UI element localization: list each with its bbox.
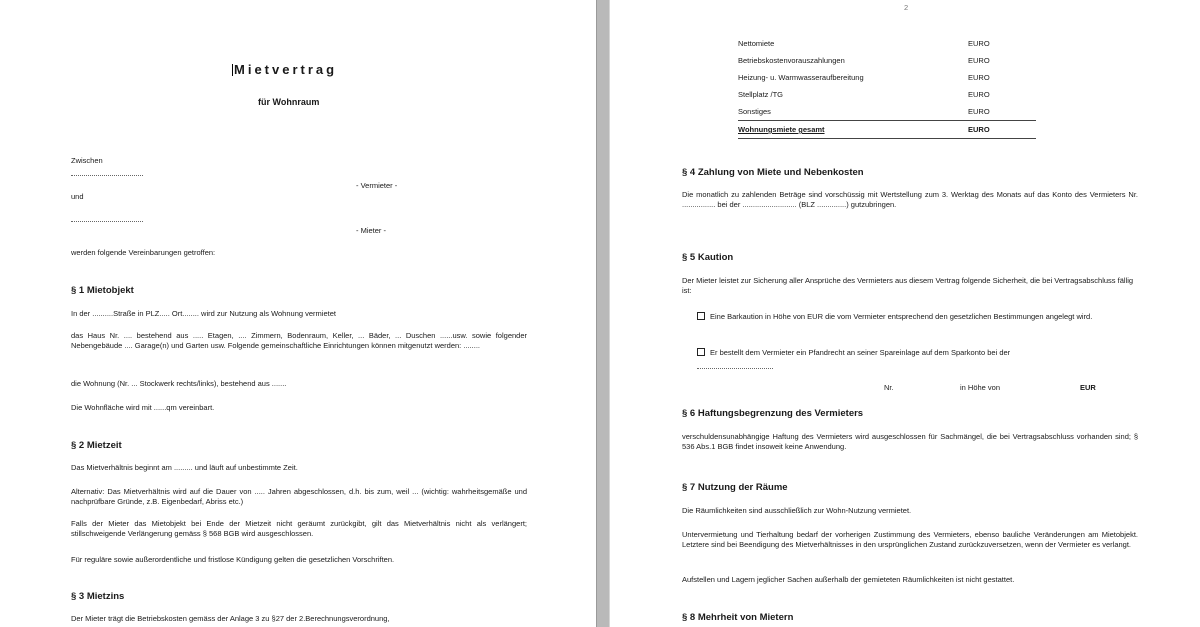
cost-label: Heizung- u. Warmwasseraufbereitung xyxy=(738,73,864,82)
section-2-heading: § 2 Mietzeit xyxy=(71,440,122,451)
page-gutter xyxy=(596,0,610,627)
cost-unit: EURO xyxy=(968,125,990,134)
section-6-heading: § 6 Haftungsbegrenzung des Vermieters xyxy=(682,408,864,419)
section-5-option-1-text: Eine Barkaution in Höhe von EUR die vom Vermieter entsprechend den gesetzlichen Bestimmungen angelegt wird. xyxy=(710,312,1093,321)
kaution-hoehe-label: in Höhe von xyxy=(960,383,1001,392)
cost-table xyxy=(738,35,1036,139)
section-2-paragraph-2: Alternativ: Das Mietverhältnis wird auf die Dauer von ..... Jahren abgeschlossen, d.h. bis zum, weil ... (wichtig: wahrheitsgemäße und nachprüfbare Gründe, z.B. Eigenbedarf, Abriss etc.) xyxy=(71,487,527,506)
document-page-2 xyxy=(610,0,1200,627)
section-7-heading: § 7 Nutzung der Räume xyxy=(682,482,788,493)
section-5-heading: § 5 Kaution xyxy=(682,252,734,263)
section-5-option-2 xyxy=(697,348,1137,358)
cost-label: Sonstiges xyxy=(738,107,771,116)
cost-row xyxy=(738,86,1036,103)
section-1-paragraph-2: das Haus Nr. .... bestehend aus ..... Etagen, .... Zimmern, Bodenraum, Keller, ... Bäder, ... Duschen ......usw. sowie folgender Nebengebäude .... Garage(n) und Garten usw. Folgende gemeinschaftliche Einrichtungen können mitgenutzt werden: ........ xyxy=(71,331,527,350)
section-1-paragraph-1: In der ..........Straße in PLZ..... Ort........ wird zur Nutzung als Wohnung vermietet xyxy=(71,309,336,318)
document-subtitle: für Wohnraum xyxy=(258,97,320,107)
section-7-paragraph-2: Untervermietung und Tierhaltung bedarf der vorherigen Zustimmung des Vermieters, ebenso bauliche Veränderungen am Mietobjekt. Letztere sind bei Beendigung des Mietverhältnisses in den ursprünglichen Zustand zurückzuversetzen, wenn der Vermieter es verlangt. xyxy=(682,530,1138,549)
vereinbarungen-text: werden folgende Vereinbarungen getroffen: xyxy=(71,248,216,257)
section-7-paragraph-3: Aufstellen und Lagern jeglicher Sachen außerhalb der gemieteten Räumlichkeiten ist nicht gestattet. xyxy=(682,575,1015,584)
cost-label: Nettomiete xyxy=(738,39,775,48)
cost-row xyxy=(738,52,1036,69)
cost-unit: EURO xyxy=(968,39,990,48)
section-4-paragraph-1: Die monatlich zu zahlenden Beträge sind vorschüssig mit Wertstellung zum 3. Werktag des Monats auf das Konto des Vermieters Nr. ................ bei der .......................... (BLZ ..............) gutzubringen. xyxy=(682,190,1138,209)
cost-unit: EURO xyxy=(968,56,990,65)
page-number: 2 xyxy=(904,3,909,12)
section-2-paragraph-4: Für reguläre sowie außerordentliche und fristlose Kündigung gelten die gesetzlichen Vorschriften. xyxy=(71,555,395,564)
section-1-paragraph-3: die Wohnung (Nr. ... Stockwerk rechts/links), bestehend aus ....... xyxy=(71,379,287,388)
zwischen-label: Zwischen xyxy=(71,156,103,165)
cost-row xyxy=(738,103,1036,121)
section-2-paragraph-3: Falls der Mieter das Mietobjekt bei Ende der Mietzeit nicht geräumt zurückgibt, gilt das Mietverhältnis nicht als verlängert; stillschweigende Verlängerung gemäss § 568 BGB wird ausgeschlossen. xyxy=(71,519,527,538)
section-3-paragraph-1: Der Mieter trägt die Betriebskosten gemäss der Anlage 3 zu §27 der 2.Berechnungsverordnung, xyxy=(71,614,390,623)
bank-name-line xyxy=(697,368,773,369)
mieter-label: - Mieter - xyxy=(356,226,386,235)
vermieter-label: - Vermieter - xyxy=(356,181,398,190)
section-5-option-1 xyxy=(697,312,1137,322)
document-page-1 xyxy=(0,0,596,627)
section-1-paragraph-4: Die Wohnfläche wird mit ......qm vereinbart. xyxy=(71,403,215,412)
cost-unit: EURO xyxy=(968,73,990,82)
cost-unit: EURO xyxy=(968,90,990,99)
section-7-paragraph-1: Die Räumlichkeiten sind ausschließlich zur Wohn-Nutzung vermietet. xyxy=(682,506,912,515)
section-5-option-2-text: Er bestellt dem Vermieter ein Pfandrecht an seiner Spareinlage auf dem Sparkonto bei der xyxy=(710,348,1011,357)
cost-row xyxy=(738,35,1036,52)
cost-label: Stellplatz /TG xyxy=(738,90,784,99)
cost-row xyxy=(738,121,1036,139)
section-3-heading: § 3 Mietzins xyxy=(71,591,125,602)
section-1-heading: § 1 Mietobjekt xyxy=(71,285,134,296)
und-label: und xyxy=(71,192,84,201)
text-cursor xyxy=(232,64,233,76)
checkbox-icon[interactable] xyxy=(697,348,705,356)
landlord-name-line xyxy=(71,175,143,176)
kaution-eur-label: EUR xyxy=(1080,383,1096,392)
cost-row xyxy=(738,69,1036,86)
cost-unit: EURO xyxy=(968,107,990,116)
section-2-paragraph-1: Das Mietverhältnis beginnt am ......... und läuft auf unbestimmte Zeit. xyxy=(71,463,298,472)
section-8-heading: § 8 Mehrheit von Mietern xyxy=(682,612,794,623)
section-5-paragraph-1: Der Mieter leistet zur Sicherung aller Ansprüche des Vermieters aus diesem Vertrag folgende Sicherheit, die bei Vertragsabschluss fällig ist: xyxy=(682,276,1134,295)
checkbox-icon[interactable] xyxy=(697,312,705,320)
tenant-name-line xyxy=(71,221,143,222)
kaution-nr-label: Nr. xyxy=(884,383,894,392)
section-6-paragraph-1: verschuldensunabhängige Haftung des Vermieters wird ausgeschlossen für Sachmängel, die bei Vertragsabschluss vorhanden sind; § 536 Abs.1 BGB findet insoweit keine Anwendung. xyxy=(682,432,1138,451)
cost-label: Betriebskostenvorauszahlungen xyxy=(738,56,845,65)
section-4-heading: § 4 Zahlung von Miete und Nebenkosten xyxy=(682,167,864,178)
document-title: Mietvertrag xyxy=(234,62,338,77)
cost-label: Wohnungsmiete gesamt xyxy=(738,125,825,134)
